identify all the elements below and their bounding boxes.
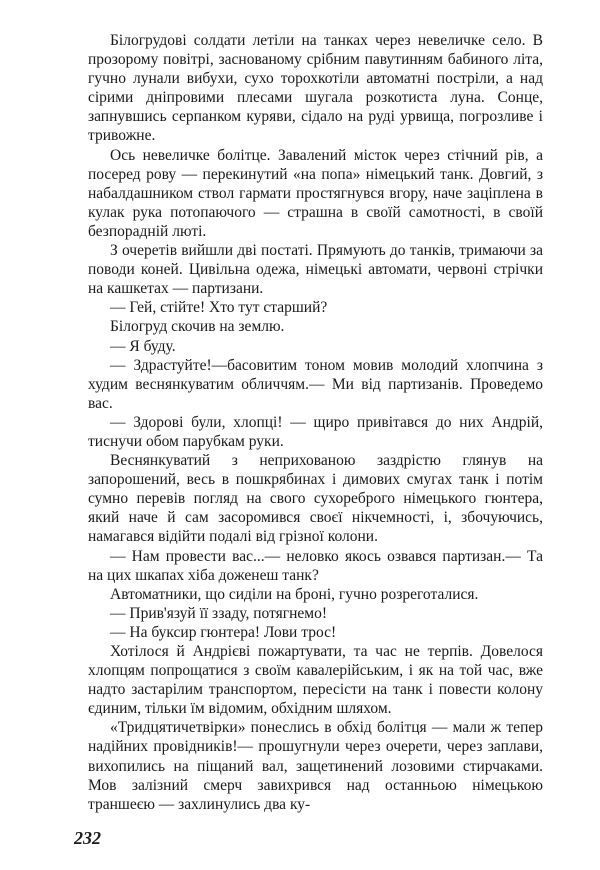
- paragraph: — Прив'язуй її ззаду, потягнемо!: [110, 604, 327, 622]
- paragraph: Веснянкуватий з неприхованою заздрістю глянув на запорошений, весь в пошкрябинах і димових смугах танк і потім сумно перевів погляд на свого сухореброго німецького гюнтера, який наче й сам засоромився своєї нікчемності, і, збочуючись, намагався відійти подалі від грізної колони.: [88, 452, 543, 546]
- paragraph: — Нам провести вас...— неловко якось озвався партизан.— Та на цих шкапах хіба доженеш танк?: [88, 547, 543, 584]
- paragraph: — Здорові були, хлопці! — щиро привітався до них Андрій, тиснучи обом парубкам руки.: [88, 413, 543, 450]
- paragraph: «Тридцятичетвірки» понеслись в обхід болітця — мали ж тепер надійних провідників!— прошугнули через очерети, через заплави, вихопились на піщаний вал, защетинений лозовими стирчаками. Мов залізний смерч завихрився над останньою німецькою траншеєю — захлинулись два ку-: [88, 719, 543, 813]
- paragraph: Білогрудові солдати летіли на танках через невеличке село. В прозорому повітрі, заснованому срібним павутинням бабиного літа, гучно лунали вибухи, сухо торохкотіли автоматні постріли, а над сірими дніпровими плесами шугала розкотиста луна. Сонце, запнувшись серпанком куряви, сідало на руді урвища, погрозливе і тривожне.: [88, 32, 543, 145]
- paragraph: Автоматники, що сиділи на броні, гучно розреготалися.: [110, 585, 479, 603]
- paragraph: З очеретів вийшли дві постаті. Прямують до танків, тримаючи за поводи коней. Цивільна одежа, німецькі автомати, червоні стрічки на кашкетах — партизани.: [88, 242, 543, 298]
- paragraph: — Здрастуйте!—басовитим тоном мовив молодий хлопчина з худим веснянкуватим обличчям.— Ми від партизанів. Проведемо вас.: [88, 356, 543, 412]
- paragraph: — Я буду.: [110, 337, 176, 355]
- paragraph: Ось невеличке болітце. Завалений місток через стічний рів, а посеред рову — перекинутий «на попа» німецький танк. Довгий, з набалдашником ствол гармати простягнувся вгору, наче заціплена в кулак рука потопаючого — страшна в своїй самотності, в своїй безпорадній люті.: [88, 146, 543, 240]
- paragraph: — На буксир гюнтера! Лови трос!: [110, 623, 337, 641]
- body-text: [88, 31, 543, 814]
- page-number: 232: [74, 828, 101, 848]
- paragraph: — Гей, стійте! Хто тут старший?: [110, 299, 328, 317]
- paragraph: Хотілося й Андрієві пожартувати, та час не терпів. Довелося хлопцям попрощатися з своїм кавалерійським, і як на той час, вже надто застарілим транспортом, пересісти на танк і повести колону єдиним, тільки їм відомим, обхідним шляхом.: [88, 643, 543, 718]
- paragraph: Білогруд скочив на землю.: [110, 318, 285, 336]
